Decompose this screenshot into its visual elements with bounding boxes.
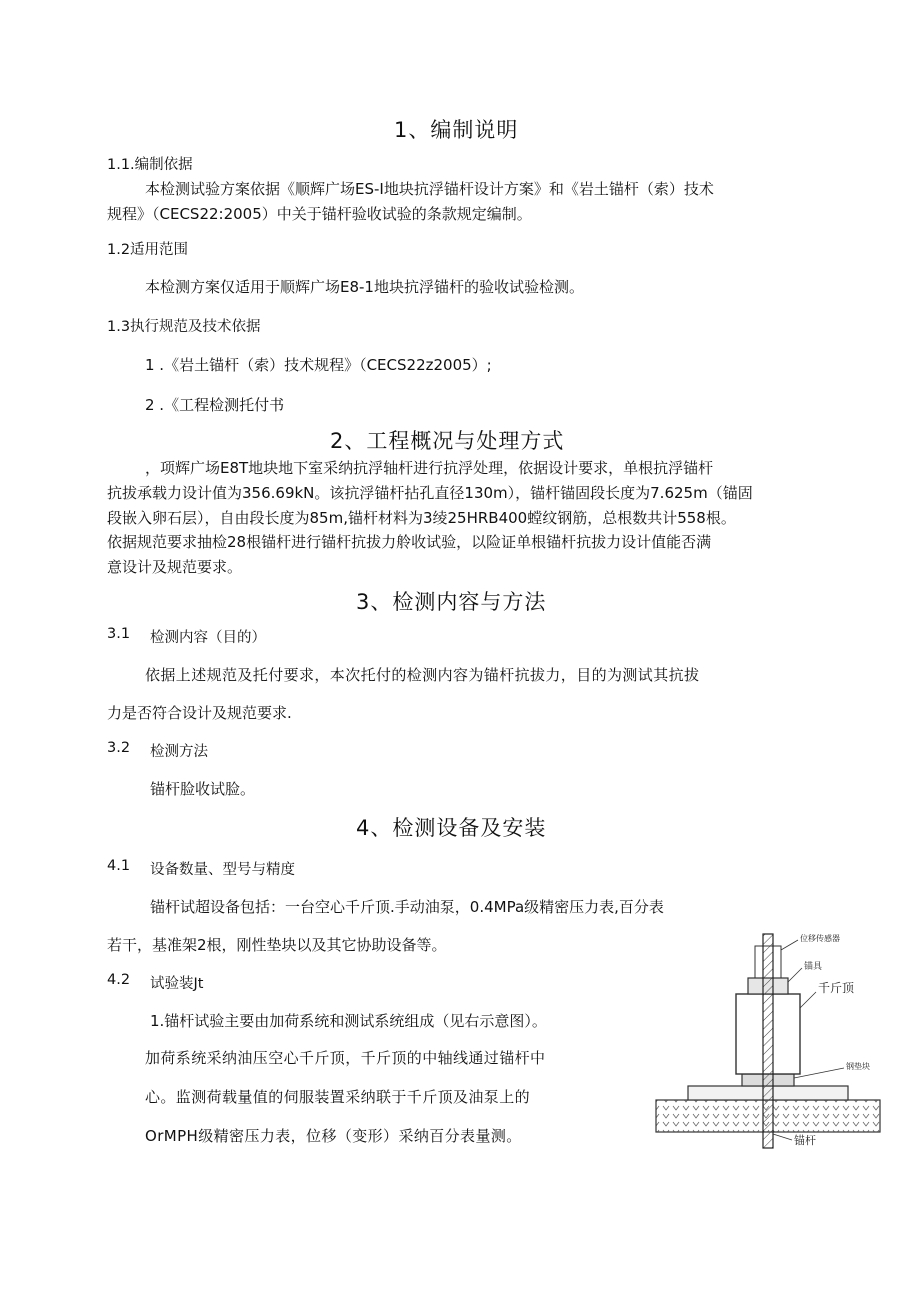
- overview-line-3: 段嵌入卵石层），自由段长度为85m,锚杆材料为3绫25HRB400螳纹钢筋，总根数共计558根。: [107, 509, 736, 527]
- heading-1-1: 1.1.编制依据: [107, 157, 193, 173]
- overview-line-5: 意设计及规范要求。: [107, 558, 243, 576]
- heading-4-2-number: 4.2: [107, 972, 131, 988]
- paragraph-4-1-line-1: 锚杆试超设备包括：一台空心千斤顶.手动油泵，0.4MPa级精密压力表,百分表: [150, 898, 664, 916]
- section-1-title: 1、编制说明: [394, 118, 519, 142]
- anchor-test-setup-diagram: [652, 928, 884, 1150]
- reference-item-1: 1 .《岩土锚杆（索）技术规程》（CECS22z2005）;: [145, 356, 492, 374]
- overview-line-4: 依据规范要求抽检28根锚杆进行锚杆抗拔力舲收试验，以险证单根锚杆抗拔力设计值能否满: [107, 533, 712, 551]
- paragraph-1-1-line-1: 本检测试验方案依据《顺辉广场ES-I地块抗浮锚杆设计方案》和《岩土锚杆（索）技术: [145, 180, 714, 198]
- heading-1-3: 1.3执行规范及技术依据: [107, 319, 261, 335]
- paragraph-3-2: 锚杆脸收试脸。: [150, 780, 256, 798]
- heading-3-1-number: 3.1: [107, 626, 131, 642]
- heading-3-2: 检测方法: [150, 744, 208, 760]
- paragraph-3-1-line-2: 力是否符合设计及规范要求.: [107, 704, 292, 722]
- section-3-title: 3、检测内容与方法: [356, 590, 547, 614]
- section-4-title: 4、检测设备及安装: [356, 816, 547, 840]
- label-anchor-tool: 锚具: [804, 962, 823, 972]
- paragraph-1-1-line-2: 规程》（CECS22:2005）中关于锚杆验收试验的条款规定编制。: [107, 205, 532, 223]
- paragraph-4-2-line-4: OrMPH级精密压力表，位移（变形）采纳百分表量测。: [145, 1127, 522, 1145]
- label-jack: 千斤顶: [818, 981, 855, 995]
- overview-line-1: ，项辉广场E8T地块地下室采纳抗浮轴杆进行抗浮处理，依据设计要求，单根抗浮锚杆: [145, 459, 714, 477]
- paragraph-4-1-line-2: 若干，基准架2根，刚性垫块以及其它协助设备等。: [107, 936, 447, 954]
- label-displacement-sensor: 位移传感器: [800, 934, 840, 943]
- section-2-title: 2、工程概况与处理方式: [330, 429, 565, 453]
- heading-1-2: 1.2适用范围: [107, 242, 189, 258]
- paragraph-4-2-line-3: 心。监测荷载量值的伺服装置采纳联于千斤顶及油泵上的: [145, 1088, 531, 1106]
- heading-3-1: 检测内容（目的）: [150, 630, 266, 646]
- heading-4-1-number: 4.1: [107, 858, 131, 874]
- label-steel-pad: 钢垫块: [846, 1062, 870, 1071]
- reference-item-2: 2 .《工程检测托付书: [145, 396, 285, 414]
- anchor-rod: [763, 934, 773, 1148]
- paragraph-3-1-line-1: 依据上述规范及托付要求，本次托付的检测内容为锚杆抗拔力，目的为测试其抗拔: [145, 666, 700, 684]
- label-anchor-rod: 锚杆: [794, 1134, 816, 1147]
- heading-4-1: 设备数量、型号与精度: [150, 862, 295, 878]
- heading-3-2-number: 3.2: [107, 740, 131, 756]
- paragraph-4-2-line-1: 1.锚杆试验主要由加荷系统和测试系统组成（见右示意图）。: [150, 1012, 547, 1030]
- paragraph-1-2: 本检测方案仅适用于顺辉广场E8-1地块抗浮锚杆的验收试验检测。: [145, 278, 584, 296]
- overview-line-2: 抗拔承载力设计值为356.69kN。该抗浮锚杆拈孔直径130m），锚杆锚固段长度为7.625m（锚固: [107, 484, 753, 502]
- paragraph-4-2-line-2: 加荷系统采纳油压空心千斤顶，千斤顶的中轴线通过锚杆中: [145, 1049, 546, 1067]
- heading-4-2: 试验装Jt: [150, 976, 204, 992]
